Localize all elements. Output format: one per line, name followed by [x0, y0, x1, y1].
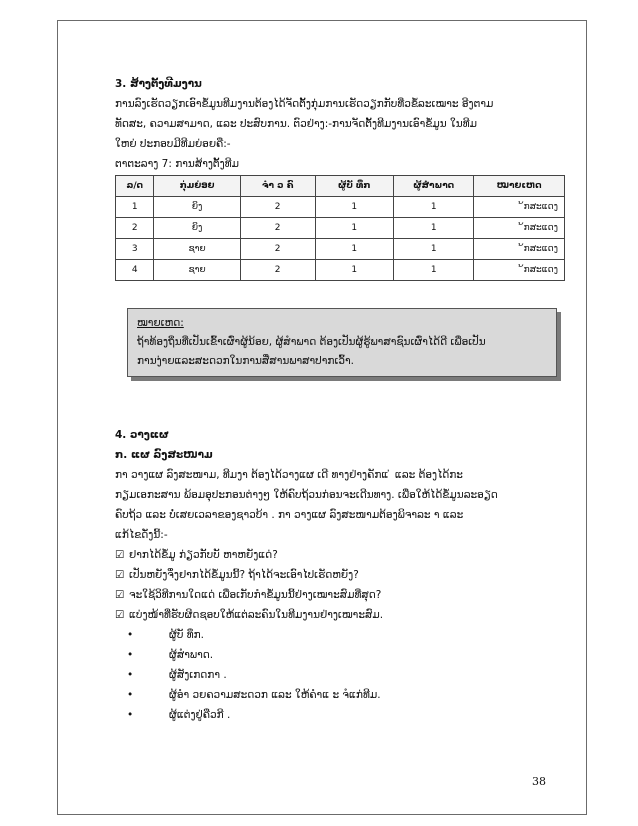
bullet-icon: •	[127, 629, 134, 641]
section-3-line-2: ທັດສະ, ຄວາມສາມາດ, ແລະ ປະສົບການ. ຕົວຢ່າງ:-ການຈັດຕັ້ງທີມງານເອົາຂໍ້ມູນ ໃນທີມ	[115, 118, 477, 130]
list-item	[115, 665, 555, 685]
cell-subgroup: ຍິງ	[154, 218, 240, 239]
header-recorder: ຜູ້ບັ ທຶກ	[315, 176, 394, 197]
list-item-text: ຜູ້ແຕ່ງຢູ່ຄືວກີ .	[169, 709, 231, 721]
team-table	[115, 175, 565, 281]
page-number: 38	[532, 775, 546, 788]
cell-interviewer: 1	[394, 218, 474, 239]
note-box	[127, 308, 557, 377]
cell-count: 2	[240, 197, 315, 218]
checklist-item	[115, 545, 555, 565]
cell-no: 1	[116, 197, 154, 218]
checklist-item-text: ຈະໃຊ້ວິທີການໃດແດ່ ເພື່ອເກັບກຳຂໍ້ມູນນີ້ຢ່າງເໝາະສົມທີ່ສຸດ?	[129, 589, 382, 601]
cell-interviewer: 1	[394, 239, 474, 260]
table-row	[116, 218, 565, 239]
page-content	[115, 74, 558, 725]
checklist-item-text: ແບ່ງໜ້າທີ່ຮັບຜິດຊອບໃຫ້ແຕ່ລະຄົນໃນທີມງານຢ່າງເໝາະສົມ.	[129, 609, 384, 621]
section-4-line-4: ແກ້ໄຂດັ່ງນີ້:-	[115, 529, 168, 541]
section-3-heading: 3. ສ້າງຕັ້ງທີມງານ	[115, 78, 202, 90]
table-row	[116, 239, 565, 260]
cell-count: 2	[240, 218, 315, 239]
checklist-item	[115, 565, 555, 585]
role-list	[115, 625, 555, 725]
cell-recorder: 1	[315, 260, 394, 281]
checklist-item-text: ເປັນຫຍັງຈຶ່ງຢາກໄດ້ຂໍ້ມູນນີ້? ຖ້າໄດ້ຈະເອົາໄປເຮັດຫຍັງ?	[129, 569, 359, 581]
note-title: ໝາຍເຫດ:	[137, 317, 184, 329]
bullet-icon: •	[127, 669, 134, 681]
header-subgroup: ກຸ່ມຍ່ອຍ	[154, 176, 240, 197]
section-4-line-3: ຄົບຖ້ວ ແລະ ບໍ່ເສຍເວລາຂອງຊາວບ້າ . ກາ ວາງແຜ ລົງສະໜາມຕ້ອງພິຈາລະ າ ແລະ	[115, 509, 464, 521]
cell-count: 2	[240, 239, 315, 260]
section-3-line-3: ໃຫຍ່ ປະກອບມີທີມຍ່ອຍຄື:-	[115, 138, 231, 150]
cell-remark: ້ກສະແດງ	[474, 197, 565, 218]
list-item-text: ຜູ້ສຳພາດ.	[169, 649, 214, 661]
header-interviewer: ຜູ້ສຳພາດ	[394, 176, 474, 197]
table-row	[116, 260, 565, 281]
list-item	[115, 705, 555, 725]
table-row	[116, 197, 565, 218]
bullet-icon: •	[127, 709, 134, 721]
cell-interviewer: 1	[394, 197, 474, 218]
cell-subgroup: ຊາຍ	[154, 260, 240, 281]
cell-remark: ້ກສະແດງ	[474, 239, 565, 260]
list-item-text: ຜູ້ສັງເກດກາ .	[169, 669, 227, 681]
bullet-icon: •	[127, 689, 134, 701]
section-4-heading: 4. ວາງແຜ	[115, 429, 169, 441]
checklist-item	[115, 585, 555, 605]
checkbox-checked-icon: ☑	[115, 549, 125, 561]
cell-interviewer: 1	[394, 260, 474, 281]
cell-subgroup: ຊາຍ	[154, 239, 240, 260]
checkbox-checked-icon: ☑	[115, 609, 125, 621]
checkbox-checked-icon: ☑	[115, 569, 125, 581]
section-4-subheading: ກ. ແຜ ລົງສະໜາມ	[115, 449, 213, 461]
cell-remark: ້ກສະແດງ	[474, 218, 565, 239]
list-item	[115, 685, 555, 705]
cell-recorder: 1	[315, 197, 394, 218]
cell-no: 3	[116, 239, 154, 260]
list-item	[115, 625, 555, 645]
cell-remark: ້ກສະແດງ	[474, 260, 565, 281]
table-header-row	[116, 176, 565, 197]
header-count: ຈຳ ວ ຄົ	[240, 176, 315, 197]
header-no: ລ/ດ	[116, 176, 154, 197]
note-line-2: ການງ່າຍແລະສະດວກໃນການສື່ສານພາສາປາກເວົ້າ.	[137, 355, 355, 367]
note-line-1: ຖ້າທ້ອງຖິ່ນທີ່ເປັນເຂົ້າເຜົ່າຜູ້ນ້ອຍ, ຜູ້ສຳພາດ ຕ້ອງເປັນຜູ້ຮູ້ພາສາຊົນເຜົ່າໄດ້ດີ ເພື່ອເປັນ	[137, 336, 486, 348]
checkbox-checked-icon: ☑	[115, 589, 125, 601]
cell-recorder: 1	[315, 218, 394, 239]
cell-recorder: 1	[315, 239, 394, 260]
list-item-text: ຜູ້ອຳ ວຍຄວາມສະດວກ ແລະ ໃຫ້ຄຳແ ະ ຈໍແກ່ທີມ.	[169, 689, 381, 701]
section-4-line-1: ກາ ວາງແຜ ລົງສະໜາມ, ທີມງາ ຕ້ອງໄດ້ວາງແຜ ເດີ ທາງຢ່າງຄັກແ ່ ແລະ ຕ້ອງໄດ້ກະ	[115, 469, 463, 481]
section-4	[115, 425, 555, 725]
checklist-item-text: ຢາກໄດ້ຂໍ້ມູ ກ່ຽວກັບບັ ຫາຫຍັງແດ່?	[129, 549, 278, 561]
cell-no: 2	[116, 218, 154, 239]
cell-no: 4	[116, 260, 154, 281]
list-item	[115, 645, 555, 665]
section-4-line-2: ກຽມເອກະສານ ພ້ອມອຸປະກອນຕ່າງໆ ໃຫ້ຄົບຖ້ວນກ່ອນຈະເດີນທາງ. ເພື່ອໃຫ້ໄດ້ຂໍ້ມູນລະອຽດ	[115, 489, 498, 501]
section-3-line-1: ການລົງເຮັດວຽກເອົາຂໍ້ມູນທີມງານຕ້ອງໄດ້ຈັດຕັ້ງກຸ່ມການເຮັດວຽກກັບທີ່ວຂໍ້ລະເໝາະ ອີງຕາມ	[115, 98, 494, 110]
cell-count: 2	[240, 260, 315, 281]
cell-subgroup: ຍິງ	[154, 197, 240, 218]
table-caption: ຕາຕະລາງ 7: ການສ້າງຕັ້ງທີມ	[115, 158, 239, 170]
bullet-icon: •	[127, 649, 134, 661]
checklist-item	[115, 605, 555, 625]
header-remark: ໝາຍເຫດ	[474, 176, 565, 197]
list-item-text: ຜູ້ບັ ທຶກ.	[169, 629, 204, 641]
